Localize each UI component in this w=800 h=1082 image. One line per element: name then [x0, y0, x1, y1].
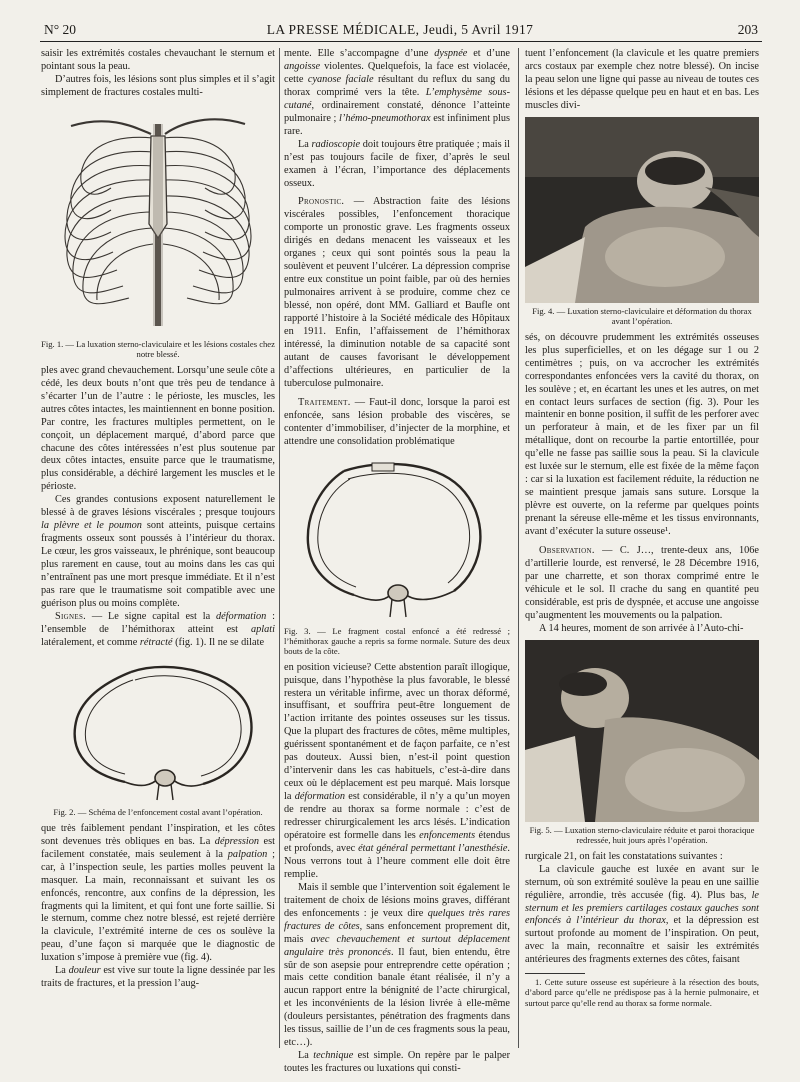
- paragraph: D’autres fois, les lésions sont plus simples et il s’agit simplement de fractures costales multi-: [41, 73, 275, 98]
- patient-photo-before: [525, 117, 759, 303]
- figure-5: [525, 640, 759, 845]
- paragraph: Signes. — Le signe capital est la déformation : l’ensemble de l’hémithorax atteint est aplati latéralement, et comme rétracté (fig. 1). Il ne se dilate: [41, 610, 275, 648]
- figure-1: [41, 104, 275, 359]
- paragraph: La radioscopie doit toujours être pratiquée ; mais il n’est pas toujours facile de fixer, d’après le seul examen à l’écran, l’importance des déplacements osseux.: [284, 138, 510, 189]
- column-divider: [279, 48, 280, 1048]
- figure-4-caption: Fig. 4. — Luxation sterno-claviculaire et déformation du thorax avant l’opération.: [532, 305, 752, 326]
- figure-2: [41, 654, 275, 817]
- paragraph: Pronostic. — Abstraction faite des lésions viscérales possibles, l’enfoncement thoracique comporte un pronostic grave. Les fragments osseux dirigés en dedans menacent les vaisseaux et les organes ; ceux qui sont pointés sous la peau la soulèvent et peuvent l’ulcérer. La dépression comprise entre eux constitue un point faible, par où des hernies pulmonaires arrivent à se produire, comme chez ce blessé, non opéré, dont MM. Galliard et Baufle ont rapporté l’histoire à la Société médicale des Hôpitaux en 1911. Enfin, l’affaissement de l’hémithorax intéressé, la diminution notable de sa capacité sont autant de causes favorisant le développement d’affections ultérieures, en particulier de la tuberculose pulmonaire.: [284, 196, 510, 389]
- figure-3-caption: Fig. 3. — Le fragment costal enfoncé a été redressé ; l’hémithorax gauche a repris sa forme normale. Suture des deux bouts de la côte.: [284, 625, 510, 656]
- paragraph: que très faiblement pendant l’inspiration, et les côtes sont devenues très obliques en bas. La dépression est facilement constatée, mais seulement à la palpation ; car, à l’inspection seule, les parties molles peuvent la masquer. La main, reconnaissant et suivant les os enfoncés, rencontre, aux confins de la dépression, les fragments qui la limitent, et qui font une forte saillie. Si le sternum, comme chez notre blessé, est rejeté derrière la clavicule, l’extrémité interne de ces os soulève la peau, d’une façon si marquée que le diagnostic de luxation s’impose à première vue (fig. 4).: [41, 822, 275, 964]
- figure-1-caption: Fig. 1. — La luxation sterno-claviculaire et les lésions costales chez notre blessé.: [41, 338, 275, 359]
- figure-2-caption: Fig. 2. — Schéma de l’enfoncement costal avant l’opération.: [53, 806, 263, 817]
- thorax-cross-section-diagram: [41, 654, 275, 804]
- paragraph: mente. Elle s’accompagne d’une dyspnée et d’une angoisse violentes. Quelquefois, la face est violacée, cette cyanose faciale résultant du reflux du sang du thorax comprimé vers la tête. L’emphysème sous-cutané, ordinairement constaté, dénonce l’atteinte pulmonaire ; l’hémo-pneumothorax est infiniment plus rare.: [284, 48, 510, 137]
- paragraph: Observation. — C. J…, trente-deux ans, 106e d’artillerie lourde, est renversé, le 28 Décembre 1916, par une charrette, et son thorax comprimé entre le véhicule et le sol. Il crache du sang en quantité peu considérable, est pris de dyspnée, et accuse une angoisse qu’augmentent les mouvements ou la palpation.: [525, 545, 759, 621]
- paragraph: tuent l’enfoncement (la clavicule et les quatre premiers arcs costaux par exemple chez notre blessé). On incise la peau selon une ligne qui passe au niveau de toutes ces lésions et les dépasse quelque peu en haut et en bas. Les muscles divi-: [525, 48, 759, 111]
- paragraph: Ces grandes contusions exposent naturellement le blessé à de graves lésions viscérales ; presque toujours la plèvre et le poumon sont atteints, puisque certains fragments osseux sont poussés à l’intérieur du thorax. Le cœur, les gros vaisseaux, le phrénique, sont beaucoup plus rarement en cause, tout au moins dans les cas qui n’entraînent pas une mort presque immédiate. Et il n’est pas rare que le traumatisme soit compatible avec une guérison plus ou moins complète.: [41, 494, 275, 609]
- paragraph: La clavicule gauche est luxée en avant sur le sternum, où son extrémité soulève la peau en une saillie régulière, arrondie, très accusée (fig. 4). Plus bas, le sternum et les premiers cartilages costaux gauches sont enfoncés à l’intérieur du thorax, et la dépression est surtout profonde au moment de l’inspiration. On peut, avec la main, reconnaître et saisir les extrémités antérieures des fragments externes des côtes, faisant: [525, 863, 759, 966]
- journal-title: LA PRESSE MÉDICALE, Jeudi, 5 Avril 1917: [266, 22, 534, 37]
- column-divider: [518, 48, 519, 1048]
- paragraph: saisir les extrémités costales chevauchant le sternum et pointant sous la peau.: [41, 48, 275, 72]
- footnote: 1. Cette suture osseuse est supérieure à la résection des bouts, d’abord parce qu’elle ne prédispose pas à la hernie pulmonaire, et surtout parce qu’elle rend au thorax sa forme normale.: [525, 977, 759, 1008]
- header-rule: [40, 41, 762, 42]
- paragraph: La technique est simple. On repère par le palper toutes les fractures ou luxations qui consti-: [284, 1050, 510, 1075]
- figure-4: [525, 117, 759, 326]
- issue-number: N° 20: [44, 22, 77, 37]
- paragraph: Mais il semble que l’intervention soit également le traitement de choix de lésions moins graves, différant des enfoncements : je veux dire quelques très rares fractures de côtes, sans enfoncement proprement dit, mais avec chevauchement et surtout déplacement angulaire très prononcés. Il faut, bien entendu, être sûr de son asepsie pour entreprendre cette opération ; mais cette condition banale étant réalisée, il n’y a aucun rapport entre la bénignité de l’acte chirurgical, et les inconvénients de la lésion livrée à elle-même (douleurs persistantes, pénétration des fragments dans les tissus, saillie de l’un de ces fragments sous la peau, etc…).: [284, 881, 510, 1049]
- running-header: [40, 22, 760, 40]
- paragraph: Traitement. — Faut-il donc, lorsque la paroi est enfoncée, sans lésion probable des viscères, se contenter d’immobiliser, d’injecter de la morphine, et attendre une consolidation problématique: [284, 396, 510, 447]
- page-number: 203: [737, 22, 758, 37]
- column-3: [525, 48, 759, 1008]
- patient-photo-after: [525, 640, 759, 822]
- rib-cage-illustration: [41, 104, 275, 336]
- paragraph: sés, on découvre prudemment les extrémités osseuses les plus superficielles, et on les dégage sur 1 ou 2 centimètres ; puis, on va accrocher les extrémités correspondantes enfoncées vers la cavité du thorax, on les soulève ; et, en écartant les unes et les autres, on met en contact leurs surfaces de section (fig. 3). Pour les maintenir en bonne position, il suffit de les perforer avec un perforateur à main, et de les fixer par un fil métallique, dont on recourbe la partie entortillée, pour qu’elle ne fasse pas saillie sous la peau. Si la clavicule est luxée sur le sternum, elle est fixée de la même façon : car si la luxation est facilement réduite, la réduction ne se maintient presque jamais sans suture. Lorsque la plèvre est ouverte, on la referme par quelques points prenant la séreuse elle-même et les tissus environnants, avant d’exécuter la suture osseuse¹.: [525, 331, 759, 538]
- paragraph: rurgicale 21, on fait les constatations suivantes :: [525, 850, 723, 862]
- figure-3: [284, 453, 510, 656]
- column-1: [41, 48, 275, 991]
- column-2: [284, 48, 510, 1076]
- thorax-corrected-diagram: [284, 453, 510, 623]
- paragraph: A 14 heures, moment de son arrivée à l’Auto-chi-: [539, 622, 744, 634]
- figure-5-caption: Fig. 5. — Luxation sterno-claviculaire réduite et paroi thoracique redressée, huit jours après l’opération.: [529, 824, 755, 845]
- paragraph: La douleur est vive sur toute la ligne dessinée par les traits de fractures, et la pression l’aug-: [41, 965, 276, 990]
- paragraph: en position vicieuse? Cette abstention paraît illogique, puisque, dans l’hypothèse la plus favorable, le blessé restera un véritable infirme, avec un thorax déformé, insuffisant, et souffrira peut-être longuement de l’action irritante des pointes osseuses sur les tissus. Que la plupart des fractures de côtes, même multiples, guérissent spontanément et de façon parfaite, ce n’est pas douteux. Aussi bien, n’est-il point question d’intervenir dans les cas habituels, c’est-à-dire dans ceux où le déplacement est peu marqué. Mais lorsque la déformation est considérable, il n’y a qu’un moyen de rendre au thorax sa forme normale : c’est de redresser chirurgicalement les arcs lésés. L’indication opératoire est formelle dans les enfoncements étendus et profonds, avec état général permettant l’anesthésie. Nous verrons tout à l’heure comment elle doit être remplie.: [284, 661, 510, 880]
- footnote-rule: [525, 973, 585, 974]
- paragraph: ples avec grand chevauchement. Lorsqu’une seule côte a cédé, les deux bouts n’ont que très peu de tendance à s’écarter l’un de l’autre : le périoste, les muscles, les autres côtes intactes, les maintiennent en bonne position. Par contre, les fractures multiples permettent, on le conçoit, un déplacement marqué, d’abord parce que chacune des côtes intéressées n’est plus soutenue par deux côtes intactes, ensuite parce que le traumatisme, plus considérable, a déchiré largement les muscles et le périoste.: [41, 364, 275, 493]
